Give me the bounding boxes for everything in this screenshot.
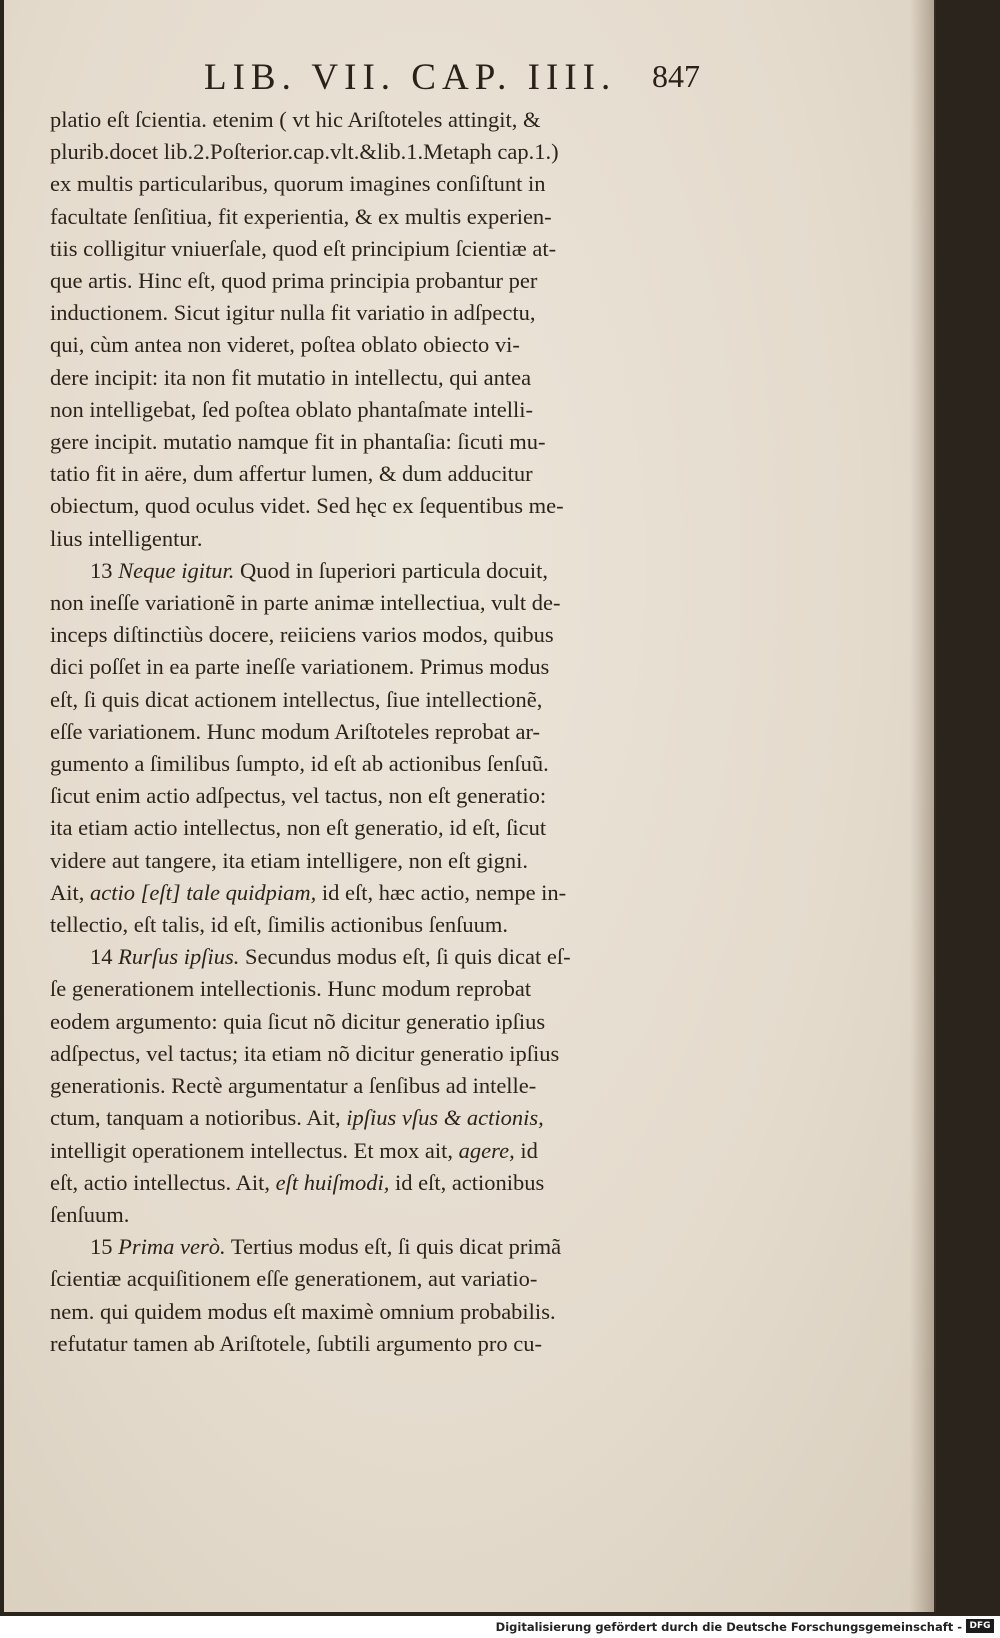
text-line [50,1167,715,1199]
line-text: Tertius modus eſt, ſi quis dicat primã [225,1234,562,1260]
text-line [50,329,715,361]
line-text: id eſt, hæc actio, nempe in- [316,879,567,905]
line-text: obiectum, quod oculus videt. Sed hęc ex ſequentibus me- [50,493,564,519]
line-text: Quod in ſuperiori particula docuit, [234,557,549,583]
line-text: plurib.docet lib.2.Poſterior.cap.vlt.&lib.1.Metaph cap.1.) [50,139,559,165]
line-text: adſpectus, vel tactus; ita etiam nõ dicitur generatio ipſius [50,1040,560,1066]
line-text: Ait, [50,879,91,905]
body-text [50,104,715,1360]
text-line [50,651,715,683]
lemma-italic: Prima verò. [118,1234,226,1260]
text-line [50,1038,715,1070]
line-text: inceps diſtinctiùs docere, reiiciens varios modos, quibus [50,622,554,648]
line-text: eſt, ſi quis dicat actionem intellectus, ſiue intellectionẽ, [50,686,543,712]
line-text: ſcientiæ acquiſitionem eſſe generationem, aut variatio- [50,1266,538,1292]
line-text: dere incipit: ita non fit mutatio in intellectu, qui antea [50,364,532,390]
line-text: ſe generationem intellectionis. Hunc modum reprobat [50,976,532,1002]
line-text: non ineſſe variationẽ in parte animæ intellectiua, vult de- [50,590,561,616]
line-text: gumento a ſimilibus ſumpto, id eſt ab actionibus ſenſuũ. [50,751,549,777]
text-line [50,1296,715,1328]
lemma-italic: Rurſus ipſius. [118,944,240,970]
line-text: dici poſſet in ea parte ineſſe variationem. Primus modus [50,654,550,680]
book-page [4,0,934,1612]
text-line [50,458,715,490]
text-line [50,1199,715,1231]
text-line [50,426,715,458]
line-text: generationis. Rectè argumentatur a ſenſibus ad intelle- [50,1073,537,1099]
text-line [50,201,715,233]
line-text: lius intelligentur. [50,525,203,551]
line-text: eſt, actio intellectus. Ait, [50,1169,276,1195]
text-line [50,1102,715,1134]
line-text: facultate ſenſitiua, fit experientia, & ex multis experien- [50,203,552,229]
line-text: non intelligebat, ſed poſtea oblato phantaſmate intelli- [50,396,533,422]
line-text: tellectio, eſt talis, id eſt, ſimilis actionibus ſenſuum. [50,912,509,938]
text-line [50,523,715,555]
footer-bar [0,1616,1000,1638]
text-line [50,1328,715,1360]
line-text: videre aut tangere, ita etiam intelligere, non eſt gigni. [50,847,528,873]
line-text: Secundus modus eſt, ſi quis dicat eſ- [239,944,571,970]
line-text: intelligit operationem intellectus. Et mox ait, [50,1137,459,1163]
line-text: qui, cùm antea non videret, poſtea oblato obiecto vi- [50,332,520,358]
text-line [50,136,715,168]
text-line [50,1231,715,1263]
lemma-italic: eſt huiſmodi, [275,1169,390,1195]
line-text: eſſe variationem. Hunc modum Ariſtoteles reprobat ar- [50,718,541,744]
dfg-logo: DFG [966,1619,994,1633]
page-number: 847 [652,58,700,94]
text-line [50,233,715,265]
lemma-italic: actio [eſt] tale quidpiam, [90,879,317,905]
text-line [50,265,715,297]
text-line [50,812,715,844]
lemma-italic: ipſius vſus & actionis, [346,1105,544,1131]
line-text: ſenſuum. [50,1201,130,1227]
lemma-italic: agere, [458,1137,515,1163]
page-edge-shadow [910,0,936,1612]
line-text: platio eſt ſcientia. etenim ( vt hic Ariſtoteles attingit, & [50,107,541,132]
text-line [50,1070,715,1102]
lemma-italic: Neque igitur. [118,557,235,583]
text-line [50,297,715,329]
text-line [50,716,715,748]
line-text: tatio fit in aëre, dum affertur lumen, & dum adducitur [50,461,533,487]
text-line [50,1006,715,1038]
text-line [50,362,715,394]
paragraph-number: 13 [90,557,113,583]
text-line [50,780,715,812]
line-text: ctum, tanquam a notioribus. Ait, [50,1105,347,1131]
line-text: tiis colligitur vniuerſale, quod eſt principium ſcientiæ at- [50,235,557,261]
text-line [50,587,715,619]
line-text: id [514,1137,538,1163]
paragraph-number: 15 [90,1234,113,1260]
text-line [50,684,715,716]
line-text: gere incipit. mutatio namque fit in phantaſia: ſicuti mu- [50,429,546,455]
line-text: ſicut enim actio adſpectus, vel tactus, non eſt generatio: [50,783,547,809]
paragraph-number: 14 [90,944,113,970]
text-line [50,941,715,973]
funding-credit: Digitalisierung gefördert durch die Deutsche Forschungsgemeinschaft - [495,1620,962,1634]
line-text: ita etiam actio intellectus, non eſt generatio, id eſt, ſicut [50,815,547,841]
text-line [50,104,715,136]
text-line [50,555,715,587]
line-text: eodem argumento: quia ſicut nõ dicitur generatio ipſius [50,1008,546,1034]
running-head: LIB. VII. CAP. IIII. [204,57,617,98]
line-text: id eſt, actionibus [389,1169,545,1195]
text-line [50,1263,715,1295]
text-line [50,490,715,522]
line-text: inductionem. Sicut igitur nulla fit variatio in adſpectu, [50,300,536,326]
text-line [50,877,715,909]
text-line [50,1135,715,1167]
line-text: ex multis particularibus, quorum imagines conſiſtunt in [50,171,546,197]
text-line [50,748,715,780]
line-text: nem. qui quidem modus eſt maximè omnium probabilis. [50,1298,556,1324]
text-line [50,973,715,1005]
line-text: que artis. Hinc eſt, quod prima principia probantur per [50,268,538,294]
text-line [50,845,715,877]
line-text: refutatur tamen ab Ariſtotele, ſubtili argumento pro cu- [50,1330,542,1356]
text-line [50,394,715,426]
text-line [50,619,715,651]
text-line [50,168,715,200]
text-line [50,909,715,941]
